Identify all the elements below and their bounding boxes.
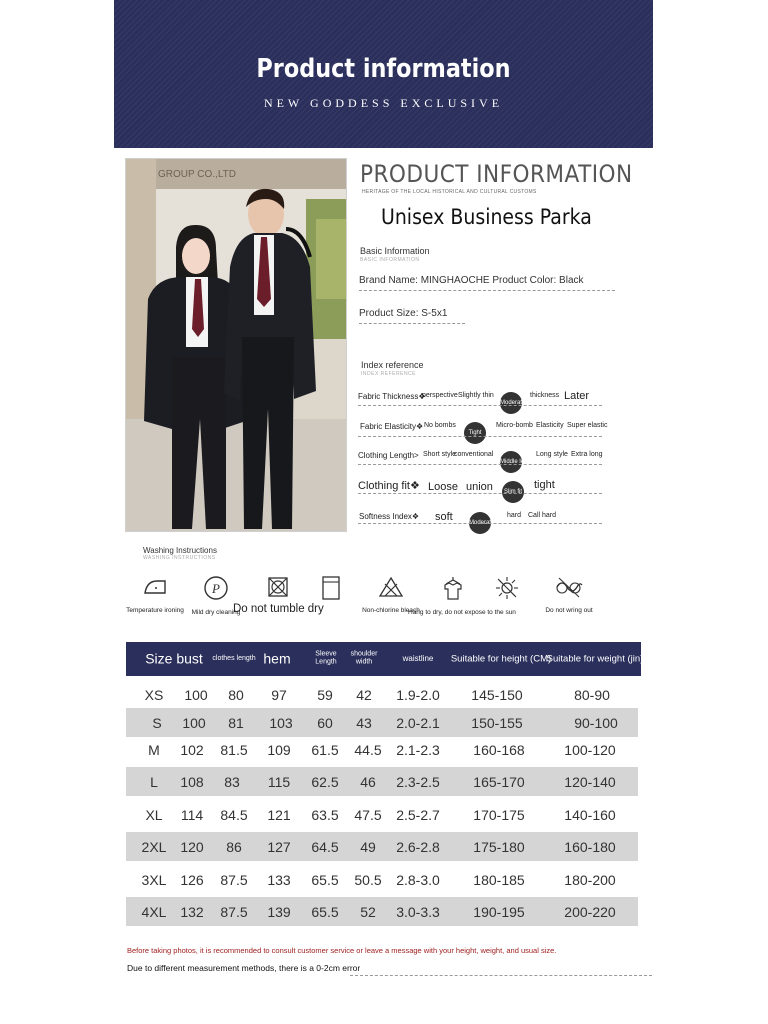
index-selected-marker: Moderate xyxy=(469,512,491,534)
table-cell: 145-150 xyxy=(471,686,523,703)
column-header: Sleeve Length xyxy=(315,650,337,666)
column-header: hem xyxy=(263,650,291,667)
table-cell: 2.1-2.3 xyxy=(396,741,440,758)
divider xyxy=(358,436,602,437)
measurement-error-note: Due to different measurement methods, there is a 0-2cm error xyxy=(127,963,361,973)
column-header: Size bust xyxy=(145,650,203,667)
index-row-label: Fabric Elasticity❖ xyxy=(360,422,424,431)
table-cell: 1.9-2.0 xyxy=(396,686,440,703)
column-header: shoulder width xyxy=(350,650,378,666)
table-cell: 43 xyxy=(356,714,372,731)
wash-item-label: Hang to dry, do not expose to the sun xyxy=(408,609,516,616)
table-cell: XL xyxy=(145,806,163,823)
table-cell: 150-155 xyxy=(471,714,523,731)
table-cell: 64.5 xyxy=(311,838,339,855)
size-table-header xyxy=(126,642,644,676)
index-option: perspective xyxy=(422,392,458,399)
divider xyxy=(359,323,465,324)
index-selected-marker: Tight xyxy=(464,422,486,444)
table-cell: 80 xyxy=(228,686,244,703)
basic-info-label xyxy=(360,246,430,263)
table-cell: 2.5-2.7 xyxy=(396,806,440,823)
table-cell: 108 xyxy=(180,773,204,790)
divider xyxy=(358,464,602,465)
table-cell: 61.5 xyxy=(311,741,339,758)
hang-dry-icon xyxy=(320,575,342,601)
washing-title: Washing Instructions xyxy=(143,546,217,555)
table-cell: 81 xyxy=(228,714,244,731)
table-cell: 100 xyxy=(182,714,206,731)
table-cell: 65.5 xyxy=(311,903,339,920)
table-cell: 126 xyxy=(180,871,204,888)
iron-icon xyxy=(141,575,169,599)
svg-text:P: P xyxy=(212,581,220,596)
table-cell: 90-100 xyxy=(574,714,618,731)
table-cell: 2.6-2.8 xyxy=(396,838,440,855)
index-row-length xyxy=(358,448,608,468)
table-row xyxy=(126,865,638,894)
divider xyxy=(359,290,615,291)
table-cell: 190-195 xyxy=(473,903,525,920)
index-option: Extra long xyxy=(571,451,603,458)
index-row-label: Clothing Length> xyxy=(358,451,419,460)
table-row xyxy=(126,680,638,709)
table-cell: 2XL xyxy=(141,838,167,855)
table-row xyxy=(126,735,638,764)
table-cell: M xyxy=(148,741,160,758)
table-row xyxy=(126,832,638,861)
table-cell: 114 xyxy=(180,806,204,823)
wash-item-label: Mild dry cleaning xyxy=(191,609,241,616)
index-option: Micro-bomb xyxy=(496,422,533,429)
table-cell: 175-180 xyxy=(473,838,525,855)
table-cell: 100 xyxy=(184,686,208,703)
divider xyxy=(358,493,602,494)
index-row-fit xyxy=(358,478,608,498)
table-cell: 46 xyxy=(360,773,376,790)
table-cell: 2.8-3.0 xyxy=(396,871,440,888)
index-option: Short style xyxy=(423,451,457,458)
table-cell: 97 xyxy=(271,686,287,703)
table-cell: 87.5 xyxy=(220,903,248,920)
table-cell: 120-140 xyxy=(564,773,616,790)
table-cell: 50.5 xyxy=(354,871,382,888)
banner-title: Product information xyxy=(256,54,511,84)
dry-clean-icon xyxy=(203,575,229,601)
table-cell: 3XL xyxy=(141,871,167,888)
table-cell: 139 xyxy=(267,903,291,920)
table-cell: 65.5 xyxy=(311,871,339,888)
wash-item-label: Non-chlorine bleach xyxy=(362,607,420,614)
table-cell: XS xyxy=(144,686,164,703)
table-cell: 109 xyxy=(267,741,291,758)
column-header: Suitable for height (CM) xyxy=(450,653,552,665)
table-cell: 160-180 xyxy=(564,838,616,855)
photo-tip-note: Before taking photos, it is recommended to consult customer service or leave a message with your height, weight, and usual size. xyxy=(127,946,557,955)
index-reference-title: Index reference xyxy=(361,360,424,370)
index-option: Super elastic xyxy=(567,422,608,429)
table-cell: 52 xyxy=(360,903,376,920)
table-cell: 2.3-2.5 xyxy=(396,773,440,790)
wash-item-label: Temperature ironing xyxy=(126,607,184,614)
table-cell: 180-200 xyxy=(564,871,616,888)
table-cell: 121 xyxy=(267,806,291,823)
table-cell: 180-185 xyxy=(473,871,525,888)
index-row-thickness xyxy=(358,389,608,409)
divider xyxy=(358,405,602,406)
index-row-softness xyxy=(358,509,608,529)
index-option: Loose xyxy=(428,481,458,493)
no-wring-icon xyxy=(554,575,584,599)
table-cell: 44.5 xyxy=(354,741,382,758)
table-cell: 81.5 xyxy=(220,741,248,758)
table-cell: 200-220 xyxy=(564,903,616,920)
index-option: Long style xyxy=(536,451,568,458)
basic-info-title: Basic Information xyxy=(360,246,430,256)
table-cell: 84.5 xyxy=(220,806,248,823)
divider xyxy=(350,975,652,976)
index-option: soft xyxy=(435,511,453,523)
table-cell: 2.0-2.1 xyxy=(396,714,440,731)
column-header: clothes length xyxy=(212,654,256,662)
table-cell: 87.5 xyxy=(220,871,248,888)
building-sign: GROUP CO.,LTD xyxy=(158,169,236,180)
index-row-label: Softness Index❖ xyxy=(359,512,420,521)
index-option: Slightly thin xyxy=(458,392,494,399)
table-cell: 132 xyxy=(180,903,204,920)
no-bleach-icon xyxy=(378,575,404,599)
wash-item-label: Do not wring out xyxy=(545,607,593,614)
index-selected-marker: Slim fit xyxy=(502,481,524,503)
index-reference-label xyxy=(361,360,424,377)
table-cell: 115 xyxy=(267,773,291,790)
brand-line: Brand Name: MINGHAOCHE Product Color: Black xyxy=(359,275,584,286)
table-cell: 80-90 xyxy=(574,686,610,703)
table-cell: 133 xyxy=(267,871,291,888)
table-row xyxy=(126,708,638,737)
column-header: waistline xyxy=(402,654,434,664)
index-row-label: Fabric Thickness❖ xyxy=(358,392,426,401)
table-cell: 86 xyxy=(226,838,242,855)
index-option: No bombs xyxy=(424,422,456,429)
product-name: Unisex Business Parka xyxy=(381,205,592,229)
table-cell: S xyxy=(152,714,162,731)
index-option: thickness xyxy=(530,392,560,399)
table-cell: 165-170 xyxy=(473,773,525,790)
table-cell: 100-120 xyxy=(564,741,616,758)
washing-instructions-label xyxy=(143,546,217,561)
washing-ghost: WASHING INSTRUCTIONS xyxy=(143,555,216,561)
table-cell: 160-168 xyxy=(473,741,525,758)
table-row xyxy=(126,897,638,926)
index-option: hard xyxy=(507,512,522,519)
wash-item-no-wring xyxy=(524,575,614,614)
table-cell: 120 xyxy=(180,838,204,855)
table-cell: 49 xyxy=(360,838,376,855)
table-cell: 103 xyxy=(269,714,293,731)
no-sun-icon xyxy=(494,575,520,601)
table-cell: L xyxy=(150,773,158,790)
table-cell: 63.5 xyxy=(311,806,339,823)
table-row xyxy=(126,800,638,829)
table-cell: 140-160 xyxy=(564,806,616,823)
index-option: Later xyxy=(564,390,590,402)
banner-subtitle: NEW GODDESS EXCLUSIVE xyxy=(263,96,504,110)
size-line: Product Size: S-5x1 xyxy=(359,308,448,319)
table-cell: 83 xyxy=(224,773,240,790)
table-cell: 4XL xyxy=(141,903,167,920)
index-option: conventional xyxy=(454,451,494,458)
table-cell: 42 xyxy=(356,686,372,703)
table-cell: 127 xyxy=(267,838,291,855)
wash-item-label: Do not tumble dry xyxy=(233,603,324,615)
index-reference-ghost: INDEX REFERENCE xyxy=(361,371,417,377)
info-heading: PRODUCT INFORMATION xyxy=(360,160,633,188)
table-cell: 62.5 xyxy=(311,773,339,790)
info-heading-caption: HERITAGE OF THE LOCAL HISTORICAL AND CULTURAL CUSTOMS xyxy=(362,189,537,195)
table-cell: 102 xyxy=(180,741,204,758)
table-cell: 3.0-3.3 xyxy=(396,903,440,920)
table-cell: 170-175 xyxy=(473,806,525,823)
index-selected-marker: Middle length xyxy=(500,451,522,473)
product-photo xyxy=(125,158,347,532)
index-option: Call hard xyxy=(528,512,557,519)
basic-info-ghost: BASIC INFORMATION xyxy=(360,257,420,263)
index-option: tight xyxy=(534,479,555,491)
table-cell: 47.5 xyxy=(354,806,382,823)
table-cell: 59 xyxy=(317,686,333,703)
column-header: Suitable for weight (jin) xyxy=(546,653,644,665)
index-row-label: Clothing fit❖ xyxy=(358,480,420,492)
table-row xyxy=(126,767,638,796)
index-option: Elasticity xyxy=(536,422,564,429)
table-cell: 60 xyxy=(317,714,333,731)
index-option: union xyxy=(466,481,493,493)
top-banner xyxy=(114,0,653,148)
index-selected-marker: Moderate xyxy=(500,392,522,414)
divider xyxy=(358,523,602,524)
